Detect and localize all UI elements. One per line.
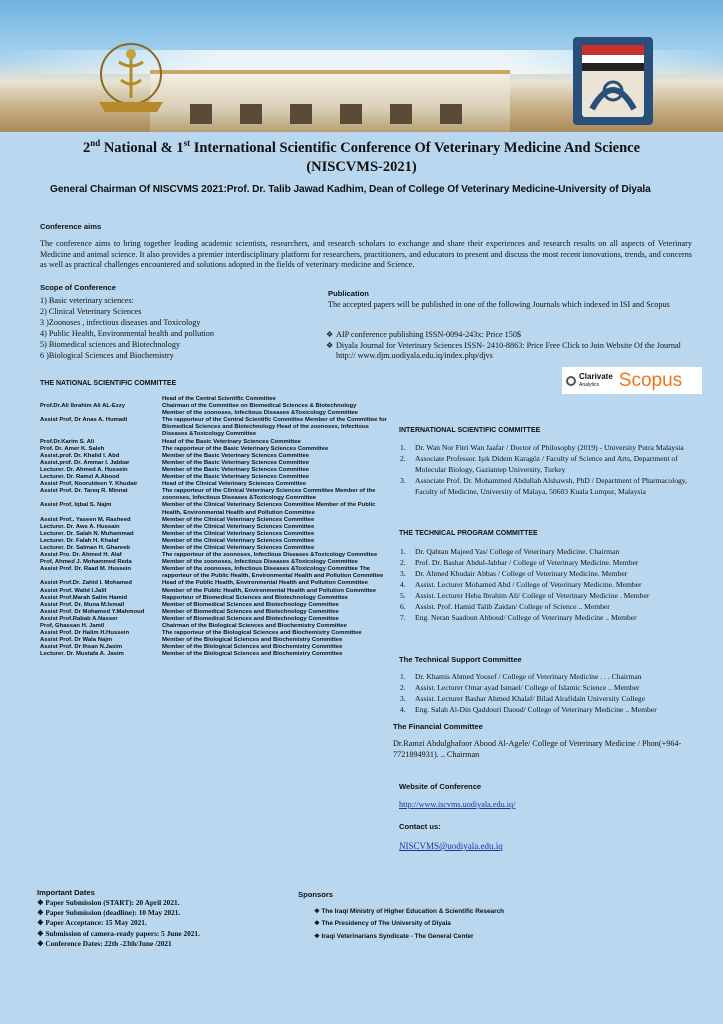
- list-item: 2. Prof. Dr. Bashar Abdul-Jabbar / College of Veterinary Medicine. Member: [400, 558, 639, 567]
- member-name: Assist Prof.Rabab A.Nasser: [40, 615, 118, 622]
- member-role: Head of the Central Scientific Committee: [162, 396, 276, 402]
- member-name: Lecturer. Dr. Falah H. Khalaf: [40, 537, 119, 544]
- committee-row: [40, 467, 390, 474]
- technical-support-list: [400, 671, 700, 715]
- national-committee-heading: THE NATIONAL SCIENTIFIC COMMITTEE: [40, 380, 177, 387]
- member-role: Member of the Basic Veterinary Sciences Committee: [162, 459, 309, 466]
- member-name: Assist Prof, Nooruldeen Y. Khudair: [40, 481, 138, 488]
- member-role: Head of the Public Health, Environmental Health and Pollution Committee: [162, 580, 368, 587]
- conference-title: 2nd National & 1st International Scientific Conference Of Veterinary Medicine And Science (NISCVMS-2021): [0, 134, 723, 177]
- sponsors-list: [314, 906, 614, 943]
- list-item: 1. Dr. Khamis Ahmed Yousef / College of Veterinary Medicine . . . Chairman: [400, 672, 642, 681]
- publication-text: The accepted papers will be published in one of the following Journals which indexed in ISI and Scopus: [328, 300, 670, 309]
- university-logo: [573, 37, 653, 125]
- member-name: Prof. Dr. Amer K. Saleh: [40, 445, 105, 452]
- committee-row: [40, 396, 390, 403]
- member-role: Member of the zoonoses, Infectious Diseases &Toxicology Committee: [162, 410, 358, 417]
- sponsors-heading: Sponsors: [298, 890, 334, 899]
- financial-heading: The Financial Committee: [393, 722, 483, 731]
- member-name: Lecturer. Dr. Mustafa A. Jasim: [40, 651, 124, 658]
- member-role: Member of the Biological Sciences and Biochemistry Committee: [162, 644, 343, 651]
- list-item: 1. Dr. Wan Nor Fitri Wan Jaafar / Doctor of Philosophy (2019) - University Putra Malaysia: [400, 443, 684, 452]
- member-name: Assist.prof. Dr. Khalid I. Abd: [40, 452, 120, 459]
- member-role: Member of the zoonoses, Infectious Diseases &Toxicology Committee: [162, 559, 358, 566]
- member-role: Chairman of the Committee on Biomedical Sciences & Biotechnology: [162, 403, 357, 410]
- bullet-icon: ❖: [37, 938, 46, 948]
- list-item: ❖ The Presidency of The University of Diyala: [314, 920, 451, 928]
- member-role: The rapporteur of the zoonoses, Infectious Diseases &Toxicology Committee: [162, 552, 378, 559]
- list-item: 5. Assist. Lecturer Heba Ibrahim Ali/ College of Veterinary Medicine . Member: [400, 591, 650, 600]
- international-committee-heading: INTERNATIONAL SCIENTIFIC COMMITTEE: [399, 427, 541, 434]
- member-name: Lecturer. Dr. Ramzi A.Abood: [40, 474, 120, 481]
- member-role: Member of the Basic Veterinary Sciences Committee: [162, 452, 309, 459]
- list-item: ❖ Paper Submission (deadline): 10 May 2021.: [37, 908, 181, 918]
- publication-list: [326, 330, 698, 362]
- committee-row: [40, 538, 390, 545]
- member-role: Member of the Clinical Veterinary Sciences Committee: [162, 523, 315, 530]
- list-item: 3. Assist. Lecturer Bashar Ahmed Khalaf/ Bilad Alrafidain University College: [400, 694, 646, 703]
- technical-support-heading: The Technical Support Committee: [399, 655, 522, 664]
- list-item: ❖ Iraqi Veterinarians Syndicate - The General Center: [314, 932, 474, 940]
- member-name: Assist Prof. Dr. Raad M. Hussein: [40, 566, 132, 573]
- member-name: Assist Prof.Dr. Zahid I. Mohamed: [40, 580, 132, 587]
- list-item: 4) Public Health, Environmental health and pollution: [40, 329, 214, 338]
- list-item: ❖ Conference Dates: 22th -23th/June /2021: [37, 938, 172, 948]
- bullet-icon: ❖: [37, 898, 46, 907]
- contact-email-link[interactable]: NISCVMS@uodiyala.edu.iq: [399, 841, 503, 851]
- member-role: Head of the Basic Veterinary Sciences Committee: [162, 438, 301, 445]
- committee-row: [40, 580, 390, 587]
- committee-row: [40, 623, 390, 630]
- member-name: Lecturer. Dr. Salah N. Muhammad: [40, 530, 134, 537]
- bullet-icon: ❖: [314, 932, 322, 940]
- member-name: Assist Prof. Dr Ihsan N.Jasim: [40, 644, 123, 651]
- list-item: ❖ AIP conference publishing ISSN-0094-243x: Price 150$: [326, 330, 522, 339]
- member-name: Lecturer. Dr. Salman H. Ghareeb: [40, 544, 131, 551]
- list-item: ❖ Paper Acceptance: 15 May 2021.: [37, 918, 147, 928]
- member-name: Assist Prof. Dr Halim H.Hussein: [40, 630, 130, 637]
- committee-row: [40, 630, 390, 637]
- list-item: 2. Associate Professor. Işık Didem Karagöz / Faculty of Science and Arts, Department of Molecular Biology, Gaziantep University, Turkey: [400, 454, 678, 474]
- website-link[interactable]: http://www.iscvms.uodiyala.edu.iq/: [399, 800, 516, 809]
- list-item: 4. Eng. Salah Al-Din Qaddouri Daoud/ College of Veterinary Medicine .. Member: [400, 705, 657, 714]
- member-role: Member of the Basic Veterinary Sciences Committee: [162, 466, 309, 473]
- list-item: 2) Clinical Veterinary Sciences: [40, 307, 142, 316]
- committee-row: [40, 595, 390, 602]
- dates-list: [37, 898, 297, 949]
- bullet-icon: ❖: [37, 928, 46, 938]
- list-item: 2. Assist. Lecturer Omar ayad Ismael/ College of Islamic Science .. Member: [400, 683, 640, 692]
- financial-text: Dr.Ramzi Abdulghafoor Abood Al-Agele/ College of Veterinary Medicine / Phon(+964-7721894931). .. Chairman: [393, 739, 682, 759]
- member-name: Assist Prof. Walid I.Jalil: [40, 587, 107, 594]
- technical-program-list: [400, 546, 700, 623]
- member-name: [40, 396, 162, 403]
- committee-row: [40, 559, 390, 566]
- list-item: 1) Basic veterinary sciences:: [40, 296, 134, 305]
- committee-row: [40, 545, 390, 552]
- list-item: 7. Eng. Neran Saadoun Abboud/ College of Veterinary Medicine .. Member: [400, 613, 637, 622]
- member-role: Head of the Clinical Veterinary Sciences Committee: [162, 481, 307, 488]
- member-name: Assist Prof. Dr Mohamed Y.Mahmoud: [40, 608, 145, 615]
- committee-row: [40, 524, 390, 531]
- member-name: Prof.Dr.Ali Ibrahim Ali AL-Ezzy: [40, 403, 125, 410]
- committee-row: [40, 566, 390, 580]
- member-role: Member of the Biological Sciences and Biochemistry Committee: [162, 651, 343, 658]
- member-name: Prof.Dr.Karim S. Ali: [40, 438, 95, 445]
- member-role: The rapporteur of the Clinical Veterinary Sciences Committee Member of the zoonoses, Infectious Diseases &Toxicology Committee: [162, 488, 376, 502]
- member-name: Prof, Ghassan H. Jamil: [40, 623, 105, 629]
- member-role: Member of the zoonoses, Infectious Diseases &Toxicology Committee The rapporteur of the Public Health, Environmental Health and Pollution Committee: [162, 566, 384, 580]
- committee-row: [40, 588, 390, 595]
- member-name: Assist Prof, Iqbal S. Najm: [40, 502, 112, 509]
- general-chairman: General Chairman Of NISCVMS 2021:Prof. Dr. Talib Jawad Kadhim, Dean of College Of Veterinary Medicine-University of Diyala: [50, 184, 651, 195]
- list-item: ❖ Diyala Journal for Veterinary Sciences ISSN- 2410-8863: Price Free Click to Join Website Of the Journal http:// www.djm.uodiyala.edu.iq/index.php/djvs: [326, 340, 681, 361]
- member-role: Member of Biomedical Sciences and Biotechnology Committee: [162, 608, 339, 615]
- committee-row: [40, 474, 390, 481]
- member-role: Member of the Basic Veterinary Sciences Committee: [162, 474, 309, 481]
- member-name: [40, 410, 162, 417]
- clarivate-logo: Clarivate Analytics: [579, 371, 613, 388]
- member-name: Assist Prof. Dr. Muna M.Ismail: [40, 601, 125, 608]
- list-item: 3 )Zoonoses , infectious diseases and Toxicology: [40, 318, 201, 327]
- member-name: Assist Prof. Dr Wala Najm: [40, 637, 113, 644]
- national-committee-list: [40, 396, 390, 658]
- list-item: 4. Assist. Lecturer Mohamed Abd / College of Veterinary Medicine. Member: [400, 580, 642, 589]
- member-role: Member of the Public Health, Environmental Health and Pollution Committee: [162, 587, 377, 594]
- committee-row: [40, 460, 390, 467]
- committee-row: [40, 453, 390, 460]
- committee-row: [40, 439, 390, 446]
- member-name: Assist Prof.Marah Salim Hamid: [40, 594, 128, 601]
- college-logo: [88, 38, 174, 118]
- member-name: Assist Prof. Dr. Tareq R. Minnat: [40, 488, 128, 495]
- committee-row: [40, 403, 390, 410]
- member-role: The rapporteur of the Central Scientific Committee Member of the Committee for Biomedical Sciences and Biotechnology Head of the zoonoses, Infectious Diseases &Toxicology Committee: [162, 417, 387, 438]
- header-banner: [0, 0, 723, 132]
- clarivate-icon: [566, 376, 576, 386]
- list-item: ❖ Paper Submission (START): 20 April 2021.: [37, 898, 180, 907]
- list-item: 3. Associate Prof. Dr. Mohammed Abdullah Alshawsh, PhD / Department of Pharmacology, Faculty of Medicine, University of Malaya, 50603 Kuala Lumpur, Malaysia: [400, 476, 687, 496]
- contact-heading: Contact us:: [399, 822, 441, 831]
- member-role: Member of Biomedical Sciences and Biotechnology Committee: [162, 601, 339, 608]
- member-role: The rapporteur of the Biological Sciences and Biochemistry Committee: [162, 630, 362, 637]
- list-item: 5) Biomedical sciences and Biotechnology: [40, 340, 181, 349]
- scope-list: [40, 295, 310, 361]
- committee-row: [40, 637, 390, 644]
- member-name: Prof, Ahmed J. Mohammed Reda: [40, 559, 132, 566]
- member-role: Member of the Clinical Veterinary Sciences Committee: [162, 530, 315, 537]
- member-role: Member of the Clinical Veterinary Sciences Committee: [162, 516, 315, 523]
- committee-row: [40, 644, 390, 651]
- committee-row: [40, 488, 390, 502]
- committee-row: [40, 446, 390, 453]
- dates-heading: Important Dates: [37, 888, 95, 897]
- committee-row: [40, 531, 390, 538]
- committee-row: [40, 609, 390, 616]
- member-role: Member of the Clinical Veterinary Sciences Committee Member of the Public Health, Environmental Health and Pollution Committee: [162, 502, 376, 516]
- publication-heading: Publication: [328, 289, 369, 298]
- technical-program-heading: THE TECHNICAL PROGRAM COMMITTEE: [399, 530, 538, 537]
- website-heading: Website of Conference: [399, 782, 482, 791]
- bullet-icon: ❖: [314, 908, 322, 915]
- bullet-icon: ❖: [314, 920, 322, 928]
- member-name: Lecturer. Dr. Aws A. Hussain: [40, 523, 120, 530]
- index-logos: [562, 367, 702, 394]
- conference-acronym: (NISCVMS-2021): [306, 158, 417, 175]
- committee-row: [40, 616, 390, 623]
- committee-row: [40, 517, 390, 524]
- aims-text: The conference aims to bring together leading academic scientists, researchers, and research scholars to exchange and share their experiences and research results on all aspects of Veterinary Medicine and animal science. It also provides a premier interdisciplinary platform for researchers, practitioners, and educators to present and discuss the most recent innovations, trends, and concerns as well as practical challenges encountered and solutions adopted in the fields of veterinary medicine and Science.: [40, 239, 692, 270]
- list-item: ❖ The Iraqi Ministry of Higher Education & Scientific Research: [314, 908, 505, 915]
- committee-row: [40, 651, 390, 658]
- member-name: Assist.prof. Dr. Ammar I. Jabbar: [40, 459, 130, 466]
- bullet-icon: ❖: [37, 908, 46, 918]
- international-committee-list: [400, 442, 700, 497]
- college-building-image: [150, 70, 510, 132]
- member-role: Member of the Clinical Veterinary Sciences Committee: [162, 544, 315, 551]
- list-item: ❖ Submission of camera-ready papers: 5 June 2021.: [37, 928, 200, 938]
- member-role: The rapporteur of the Basic Veterinary Sciences Committee: [162, 445, 329, 452]
- committee-row: [40, 602, 390, 609]
- member-role: Member of Biomedical Sciences and Biotechnology Committee: [162, 615, 339, 622]
- member-role: Rapporteur of Biomedical Sciences and Biotechnology Committee: [162, 594, 348, 601]
- bullet-icon: ❖: [37, 918, 46, 928]
- scope-heading: Scope of Conference: [40, 283, 116, 292]
- committee-row: [40, 481, 390, 488]
- member-name: Lecturer. Dr. Ahmed A. Hussein: [40, 466, 128, 473]
- list-item: 6. Assist. Prof. Hamid Talib Zaidan/ College of Science .. Member: [400, 602, 610, 611]
- member-name: Assist Prof, Dr Anas A. Humadi: [40, 417, 128, 424]
- member-role: Chairman of the Biological Sciences and Biochemistry Committee: [162, 623, 347, 629]
- list-item: 1. Dr. Qahtan Majeed Yas/ College of Veterinary Medicine. Chairman: [400, 547, 620, 556]
- committee-row: [40, 502, 390, 516]
- scopus-logo: Scopus: [618, 369, 683, 391]
- list-item: 3. Dr. Ahmed Khudair Abbas / College of Veterinary Medicine. Member: [400, 569, 628, 578]
- committee-row: [40, 552, 390, 559]
- member-role: Member of the Clinical Veterinary Sciences Committee: [162, 537, 315, 544]
- list-item: 6 )Biological Sciences and Biochemistry: [40, 351, 174, 360]
- committee-row: [40, 410, 390, 417]
- aims-heading: Conference aims: [40, 222, 102, 231]
- member-name: Assist Pro. Dr. Ahmed H. Alaf: [40, 552, 122, 559]
- member-name: Assist Prof,. Yaseen M. Rasheed: [40, 516, 131, 523]
- committee-row: [40, 417, 390, 438]
- member-role: Member of the Biological Sciences and Biochemistry Committee: [162, 637, 343, 644]
